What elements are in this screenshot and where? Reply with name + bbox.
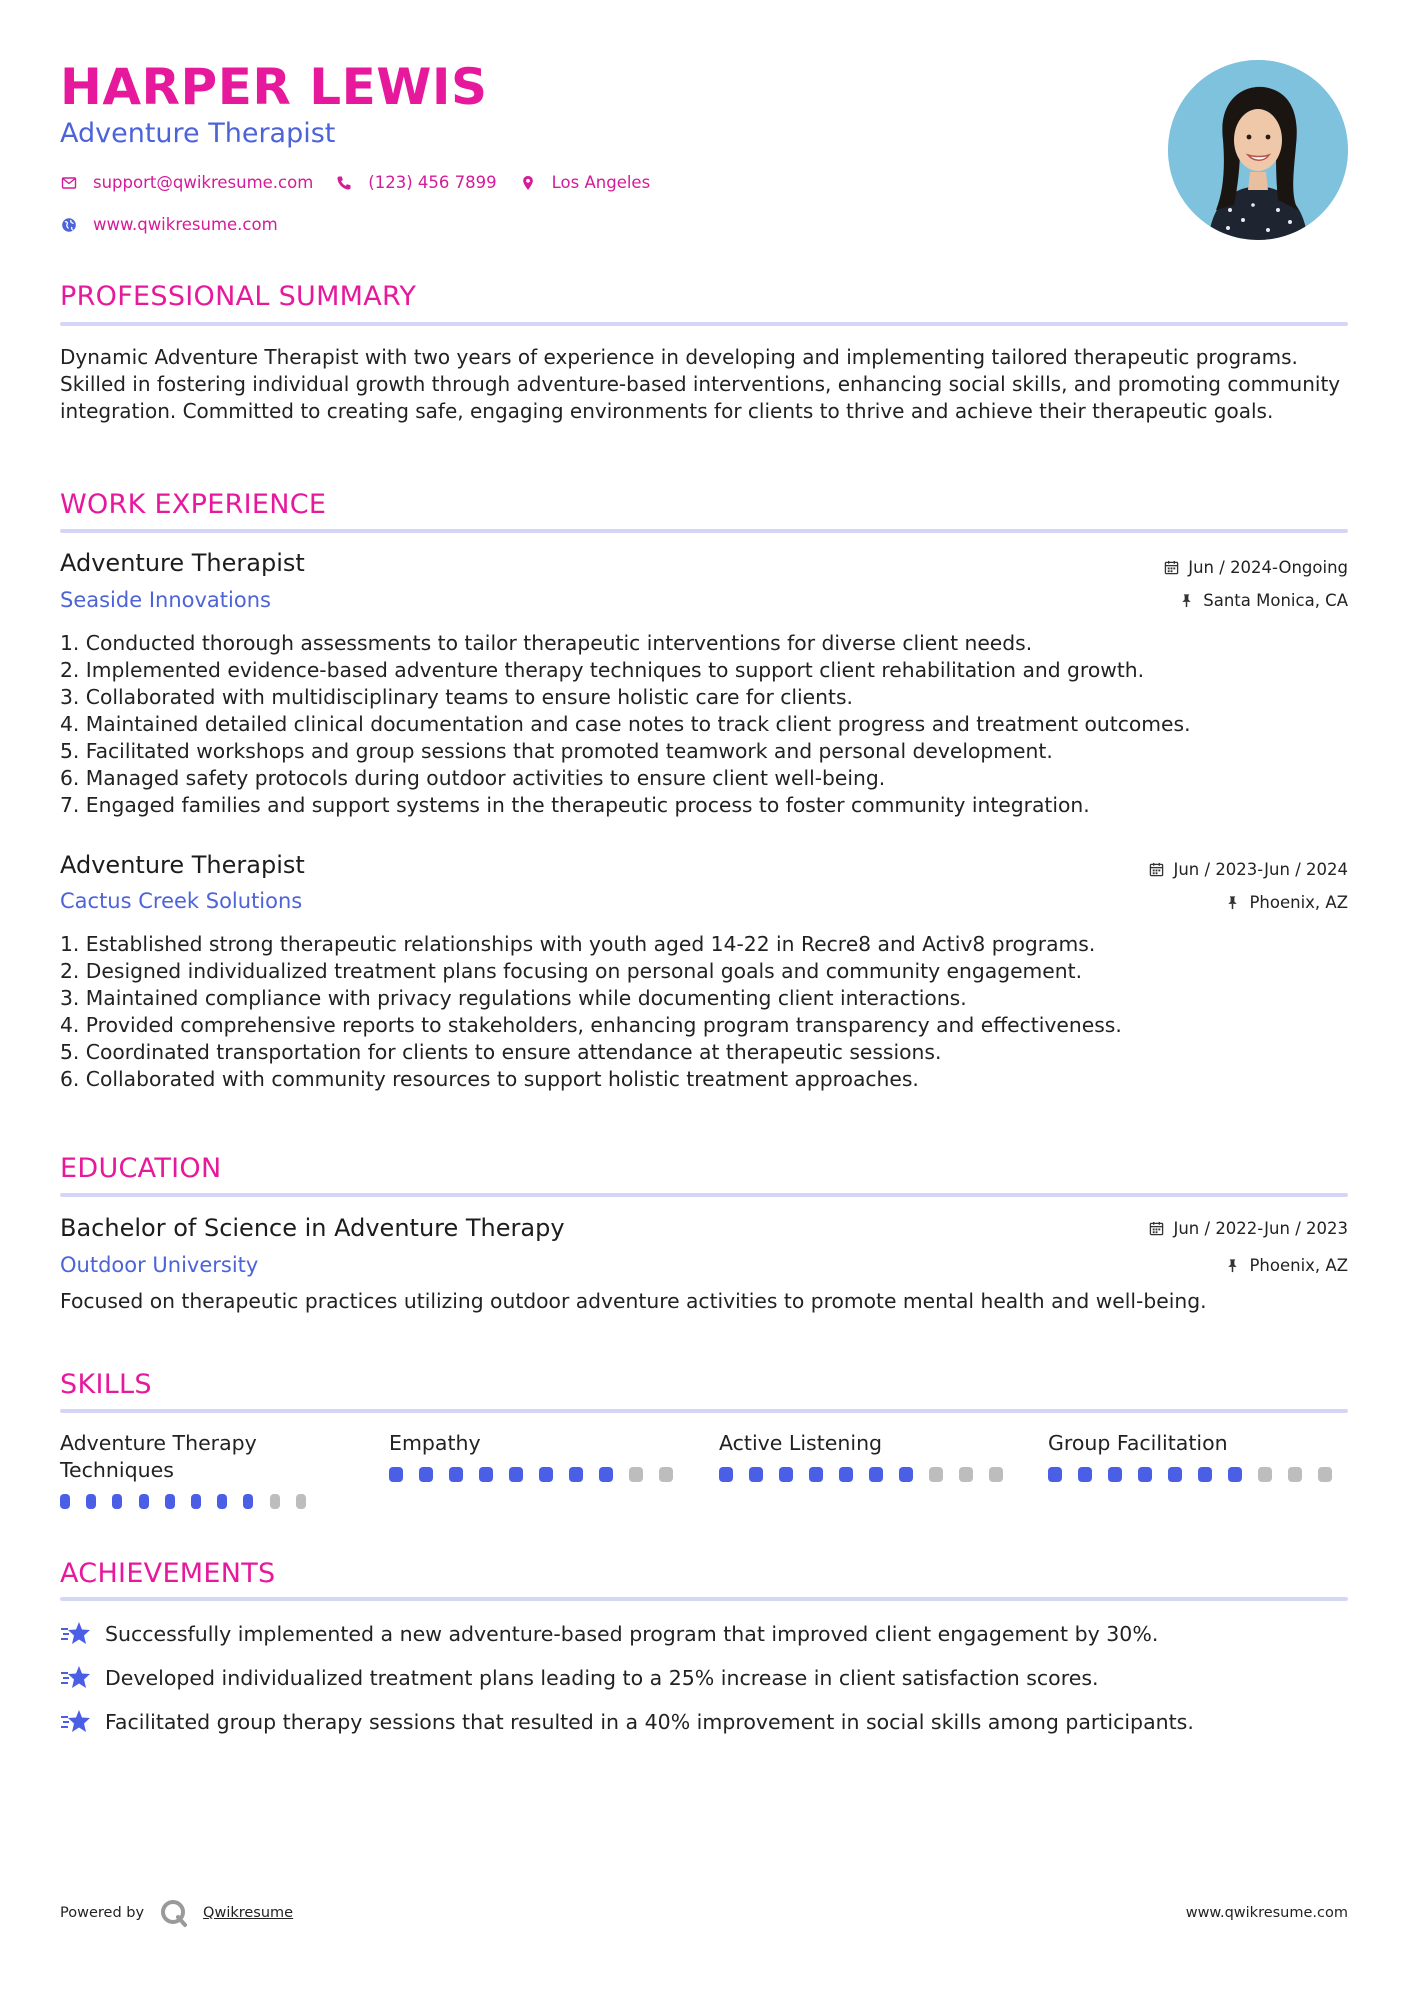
job-date <box>1149 860 1348 879</box>
skill-dot-filled <box>60 1494 70 1509</box>
job-date-text: Jun / 2023-Jun / 2024 <box>1173 860 1348 879</box>
job-bullet: 5. Facilitated workshops and group sessions that promoted teamwork and personal development. <box>60 739 1053 763</box>
skill-rating <box>60 1494 322 1509</box>
job-date <box>1164 558 1348 577</box>
achievements-heading: ACHIEVEMENTS <box>60 1558 276 1589</box>
skill-dot-filled <box>1198 1467 1212 1482</box>
skill-dot-filled <box>1138 1467 1152 1482</box>
skill-dot-filled <box>509 1467 523 1482</box>
skill-name: Active Listening <box>719 1431 883 1455</box>
skill-dot-filled <box>1108 1467 1122 1482</box>
skill-dot-empty <box>1258 1467 1272 1482</box>
skill-item <box>60 1430 322 1509</box>
job-location-text: Santa Monica, CA <box>1203 591 1348 610</box>
skill-item <box>1048 1430 1348 1482</box>
skill-dot-filled <box>139 1494 149 1509</box>
job-bullet: 4. Maintained detailed clinical documentation and case notes to track client progress and treatment outcomes. <box>60 712 1191 736</box>
school-name: Outdoor University <box>60 1253 259 1277</box>
job-bullet: 3. Maintained compliance with privacy regulations while documenting client interactions. <box>60 986 967 1010</box>
skill-dot-filled <box>165 1494 175 1509</box>
achievement-item <box>60 1620 1158 1648</box>
summary-heading: PROFESSIONAL SUMMARY <box>60 281 417 312</box>
skill-dot-filled <box>243 1494 253 1509</box>
summary-divider <box>60 322 1348 326</box>
job-bullet: 1. Established strong therapeutic relationships with youth aged 14-22 in Recre8 and Activ8 programs. <box>60 932 1096 956</box>
achievements-divider <box>60 1597 1348 1601</box>
education-location-text: Phoenix, AZ <box>1249 1256 1348 1275</box>
email-text: support@qwikresume.com <box>93 173 314 192</box>
pushpin-icon <box>1179 593 1194 608</box>
achievement-item <box>60 1708 1194 1736</box>
pushpin-icon <box>1225 1258 1240 1273</box>
job-company: Cactus Creek Solutions <box>60 889 303 913</box>
skill-dot-empty <box>959 1467 973 1482</box>
skill-dot-filled <box>539 1467 553 1482</box>
skill-item <box>389 1430 689 1482</box>
skill-dot-filled <box>839 1467 853 1482</box>
experience-divider <box>60 529 1348 533</box>
location-text: Los Angeles <box>551 173 651 192</box>
calendar-icon <box>1149 862 1164 877</box>
skill-rating <box>389 1467 689 1482</box>
star-icon <box>60 1708 92 1736</box>
job-bullet: 6. Collaborated with community resources to support holistic treatment approaches. <box>60 1067 919 1091</box>
achievement-text: Successfully implemented a new adventure-based program that improved client engagement by 30%. <box>105 1622 1159 1646</box>
job-company: Seaside Innovations <box>60 588 271 612</box>
skill-dot-empty <box>989 1467 1003 1482</box>
contact-location <box>519 173 651 192</box>
candidate-name: HARPER LEWIS <box>60 58 488 116</box>
skills-heading: SKILLS <box>60 1369 152 1400</box>
skill-dot-filled <box>1048 1467 1062 1482</box>
contact-row-2 <box>60 215 300 234</box>
summary-text: Dynamic Adventure Therapist with two years of experience in developing and implementing tailored therapeutic programs. Skilled in fostering individual growth through adventure-based interventions, enhancing social skills, and promoting community integration. Committed to creating safe, engaging environments for clients to thrive and achieve their therapeutic goals. <box>60 345 1341 423</box>
job-bullet: 6. Managed safety protocols during outdoor activities to ensure client well-being. <box>60 766 886 790</box>
pushpin-icon <box>1225 895 1240 910</box>
skill-name: Empathy <box>389 1431 481 1455</box>
skill-item <box>719 1430 1019 1482</box>
calendar-icon <box>1164 560 1179 575</box>
job-bullet: 2. Implemented evidence-based adventure therapy techniques to support client rehabilitation and growth. <box>60 658 1145 682</box>
skill-dot-filled <box>449 1467 463 1482</box>
skill-dot-filled <box>112 1494 122 1509</box>
skill-dot-filled <box>479 1467 493 1482</box>
skill-dot-filled <box>749 1467 763 1482</box>
job-bullets <box>60 931 1350 1093</box>
qwikresume-logo-icon <box>159 1898 189 1928</box>
skill-dot-empty <box>659 1467 673 1482</box>
education-heading: EDUCATION <box>60 1153 222 1184</box>
calendar-icon <box>1149 1221 1164 1236</box>
contact-row <box>60 173 672 192</box>
job-bullet: 1. Conducted thorough assessments to tailor therapeutic interventions for diverse client needs. <box>60 631 1033 655</box>
skill-name: Group Facilitation <box>1048 1431 1228 1455</box>
achievement-item <box>60 1664 1099 1692</box>
footer-website[interactable]: www.qwikresume.com <box>1185 1905 1348 1921</box>
skill-dot-filled <box>869 1467 883 1482</box>
skill-dot-filled <box>809 1467 823 1482</box>
skill-dot-empty <box>270 1494 280 1509</box>
job-bullets <box>60 630 1350 819</box>
globe-icon <box>60 216 78 234</box>
website-text: www.qwikresume.com <box>93 215 278 234</box>
qwikresume-link[interactable]: Qwikresume <box>203 1905 294 1921</box>
skill-name: Adventure Therapy Techniques <box>60 1431 257 1482</box>
envelope-icon <box>60 174 78 192</box>
achievement-text: Developed individualized treatment plans leading to a 25% increase in client satisfaction scores. <box>105 1666 1099 1690</box>
job-bullet: 5. Coordinated transportation for clients to ensure attendance at therapeutic sessions. <box>60 1040 942 1064</box>
skill-dot-filled <box>1168 1467 1182 1482</box>
skill-dot-empty <box>1288 1467 1302 1482</box>
skill-dot-filled <box>569 1467 583 1482</box>
education-date-text: Jun / 2022-Jun / 2023 <box>1173 1219 1348 1238</box>
profile-photo <box>1168 60 1348 240</box>
skill-dot-filled <box>86 1494 96 1509</box>
skill-dot-empty <box>929 1467 943 1482</box>
skill-dot-empty <box>629 1467 643 1482</box>
skill-dot-empty <box>1318 1467 1332 1482</box>
job-date-text: Jun / 2024-Ongoing <box>1188 558 1348 577</box>
map-pin-icon <box>519 174 537 192</box>
skill-dot-filled <box>599 1467 613 1482</box>
education-location <box>1225 1256 1348 1275</box>
job-bullet: 7. Engaged families and support systems in the therapeutic process to foster community integration. <box>60 793 1090 817</box>
contact-email[interactable] <box>60 173 313 192</box>
education-date <box>1149 1219 1348 1238</box>
star-icon <box>60 1664 92 1692</box>
job-location <box>1225 893 1348 912</box>
job-title: Adventure Therapist <box>60 549 305 577</box>
skill-dot-filled <box>419 1467 433 1482</box>
contact-website[interactable] <box>60 215 278 234</box>
candidate-role: Adventure Therapist <box>60 118 336 149</box>
job-location <box>1179 591 1348 610</box>
phone-text: (123) 456 7899 <box>368 173 497 192</box>
job-bullet: 2. Designed individualized treatment plans focusing on personal goals and community engagement. <box>60 959 1083 983</box>
experience-heading: WORK EXPERIENCE <box>60 489 327 520</box>
education-description: Focused on therapeutic practices utilizing outdoor adventure activities to promote mental health and well-being. <box>60 1289 1207 1313</box>
star-icon <box>60 1620 92 1648</box>
skill-rating <box>1048 1467 1348 1482</box>
skill-dot-filled <box>899 1467 913 1482</box>
job-title: Adventure Therapist <box>60 851 305 879</box>
footer-powered-by <box>60 1898 293 1928</box>
skill-dot-filled <box>191 1494 201 1509</box>
degree-title: Bachelor of Science in Adventure Therapy <box>60 1214 565 1242</box>
job-location-text: Phoenix, AZ <box>1249 893 1348 912</box>
skill-dot-empty <box>296 1494 306 1509</box>
skill-dot-filled <box>779 1467 793 1482</box>
job-bullet: 3. Collaborated with multidisciplinary teams to ensure holistic care for clients. <box>60 685 853 709</box>
skill-dot-filled <box>217 1494 227 1509</box>
skill-dot-filled <box>719 1467 733 1482</box>
skill-rating <box>719 1467 1019 1482</box>
job-bullet: 4. Provided comprehensive reports to stakeholders, enhancing program transparency and effectiveness. <box>60 1013 1122 1037</box>
contact-phone[interactable] <box>335 173 496 192</box>
skill-dot-filled <box>389 1467 403 1482</box>
phone-icon <box>335 174 353 192</box>
achievement-text: Facilitated group therapy sessions that resulted in a 40% improvement in social skills among participants. <box>105 1710 1194 1734</box>
skill-dot-filled <box>1228 1467 1242 1482</box>
powered-by-label: Powered by <box>60 1905 145 1921</box>
skills-divider <box>60 1409 1348 1413</box>
education-divider <box>60 1193 1348 1197</box>
skill-dot-filled <box>1078 1467 1092 1482</box>
